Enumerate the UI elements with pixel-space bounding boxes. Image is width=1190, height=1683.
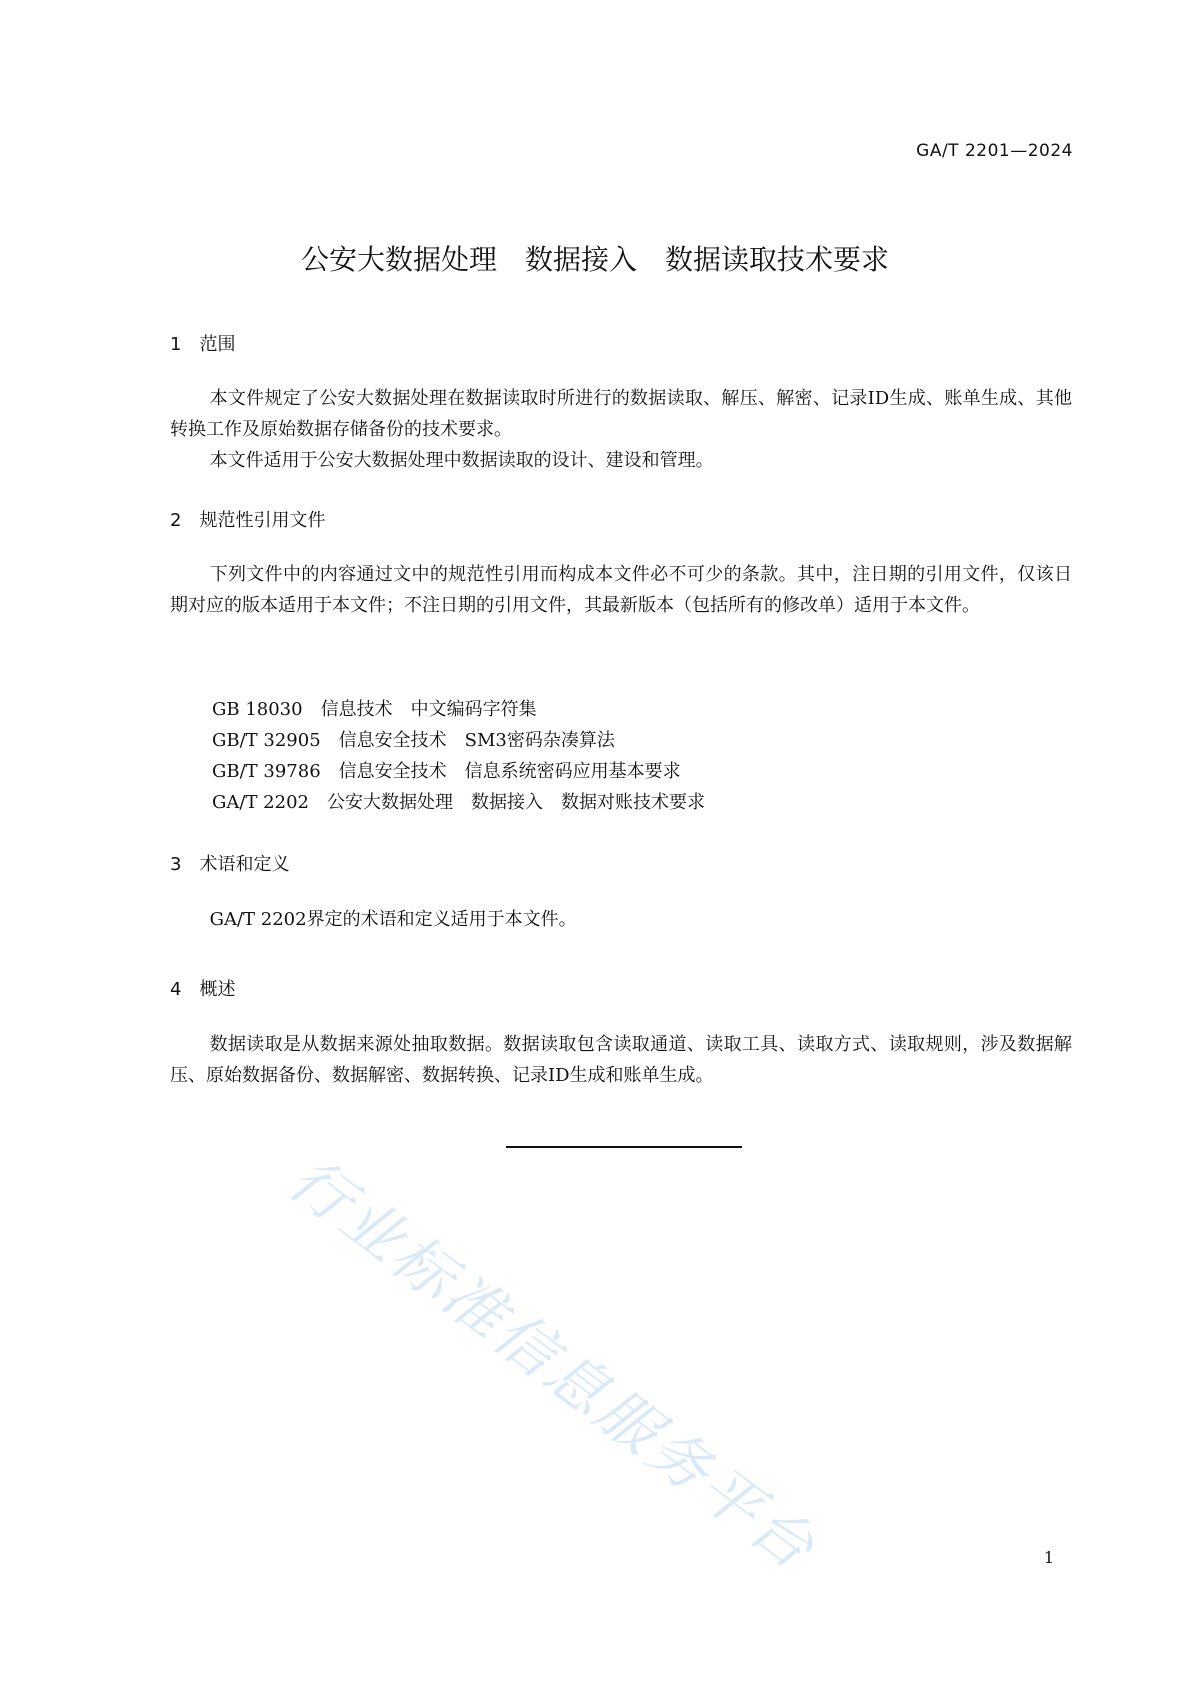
section-4-paragraph-1: 数据读取是从数据来源处抽取数据。数据读取包含读取通道、读取工具、读取方式、读取规则，涉及数据解压、原始数据备份、数据解密、数据转换、记录ID生成和账单生成。: [170, 1034, 1072, 1086]
section-1-heading: 1 范围: [170, 334, 236, 355]
document-title: 公安大数据处理 数据接入 数据读取技术要求: [300, 243, 889, 276]
page-number: 1: [1043, 1548, 1054, 1567]
section-2-heading: 2 规范性引用文件: [170, 510, 326, 531]
standard-code: GA/T 2201—2024: [916, 141, 1073, 161]
section-2-paragraph-1: 下列文件中的内容通过文中的规范性引用而构成本文件必不可少的条款。其中，注日期的引用文件，仅该日期对应的版本适用于本文件；不注日期的引用文件，其最新版本（包括所有的修改单）适用于本文件。: [170, 564, 1072, 616]
section-3-heading: 3 术语和定义: [170, 854, 290, 875]
end-of-document-rule: [506, 1146, 742, 1148]
reference-item: GB/T 39786 信息安全技术 信息系统密码应用基本要求: [212, 761, 681, 782]
watermark: 行业标准信息服务平台: [275, 1144, 830, 1586]
section-3-paragraph-1: GA/T 2202界定的术语和定义适用于本文件。: [209, 909, 577, 930]
section-1-paragraph-1: 本文件规定了公安大数据处理在数据读取时所进行的数据读取、解压、解密、记录ID生成、账单生成、其他转换工作及原始数据存储备份的技术要求。: [170, 388, 1072, 440]
section-1-paragraph-2: 本文件适用于公安大数据处理中数据读取的设计、建设和管理。: [209, 450, 714, 471]
reference-item: GA/T 2202 公安大数据处理 数据接入 数据对账技术要求: [212, 792, 705, 813]
reference-item: GB/T 32905 信息安全技术 SM3密码杂凑算法: [212, 730, 615, 751]
section-4-heading: 4 概述: [170, 979, 236, 1000]
reference-item: GB 18030 信息技术 中文编码字符集: [212, 699, 537, 720]
